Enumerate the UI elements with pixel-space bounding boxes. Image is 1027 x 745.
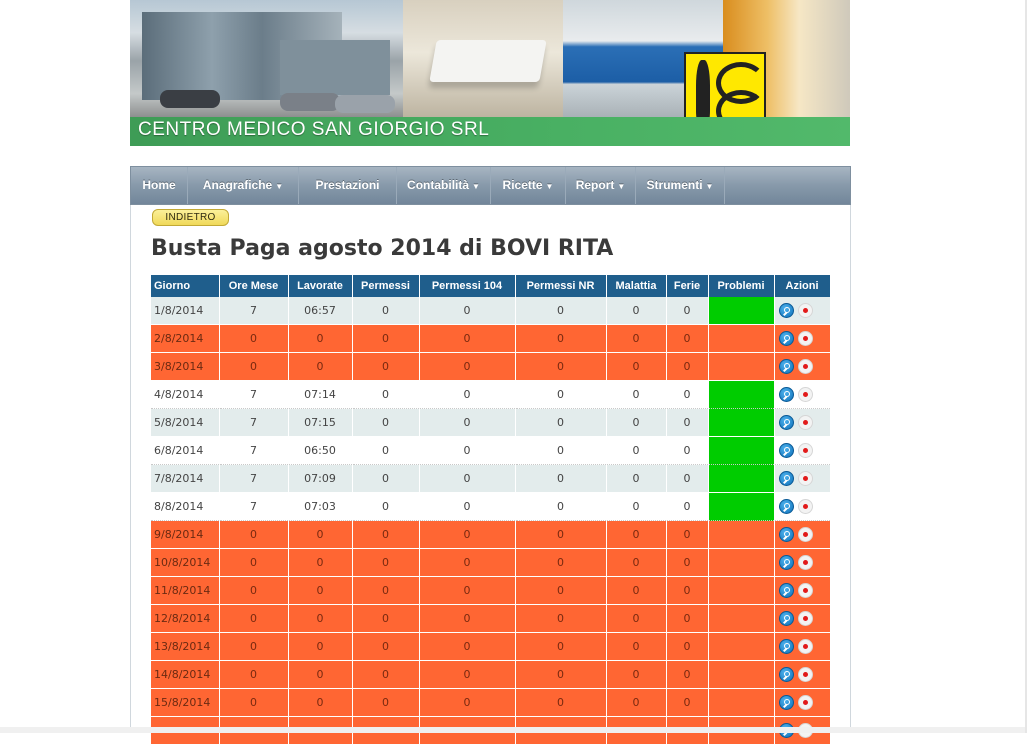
table-row — [151, 605, 830, 633]
cell-permessi: 0 — [352, 409, 419, 437]
cell-permessi: 0 — [352, 577, 419, 605]
cell-giorno: 1/8/2014 — [151, 297, 219, 325]
cell-permessi-104: 0 — [419, 493, 515, 521]
cell-ore-mese: 0 — [219, 325, 288, 353]
cell-lavorate: 07:09 — [288, 465, 352, 493]
cell-permessi-104: 0 — [419, 605, 515, 633]
cell-permessi-nr: 0 — [515, 577, 606, 605]
nav-item-home[interactable] — [131, 167, 188, 204]
cell-permessi-104: 0 — [419, 325, 515, 353]
cell-lavorate: 0 — [288, 689, 352, 717]
nav-item-label: Prestazioni — [315, 178, 380, 192]
column-header-giorno[interactable]: Giorno — [151, 275, 219, 297]
chevron-down-icon: ▼ — [705, 182, 714, 191]
delete-record-icon[interactable] — [798, 695, 813, 710]
cell-malattia: 0 — [606, 689, 666, 717]
cell-azioni — [774, 521, 830, 549]
view-detail-icon[interactable] — [779, 303, 794, 318]
payslip-table — [151, 275, 831, 745]
cell-permessi-nr: 0 — [515, 689, 606, 717]
cell-giorno: 6/8/2014 — [151, 437, 219, 465]
cell-permessi: 0 — [352, 437, 419, 465]
cell-permessi-nr: 0 — [515, 353, 606, 381]
column-header-permessi[interactable]: Permessi — [352, 275, 419, 297]
cell-ore-mese: 7 — [219, 465, 288, 493]
column-header-azioni: Azioni — [774, 275, 830, 297]
cell-permessi-104: 0 — [419, 381, 515, 409]
table-row — [151, 521, 830, 549]
cell-malattia: 0 — [606, 465, 666, 493]
cell-permessi-104: 0 — [419, 521, 515, 549]
cell-giorno: 5/8/2014 — [151, 409, 219, 437]
cell-giorno: 2/8/2014 — [151, 325, 219, 353]
view-detail-icon[interactable] — [779, 555, 794, 570]
cell-malattia: 0 — [606, 381, 666, 409]
cell-lavorate: 0 — [288, 633, 352, 661]
cell-lavorate: 0 — [288, 325, 352, 353]
column-header-permessi-nr[interactable]: Permessi NR — [515, 275, 606, 297]
table-row — [151, 549, 830, 577]
table-row — [151, 381, 830, 409]
cell-ferie: 0 — [666, 465, 708, 493]
cell-ore-mese: 0 — [219, 549, 288, 577]
delete-record-icon[interactable] — [798, 639, 813, 654]
cell-ferie: 0 — [666, 325, 708, 353]
cell-permessi-nr: 0 — [515, 549, 606, 577]
delete-record-icon[interactable] — [798, 471, 813, 486]
cell-permessi-104: 0 — [419, 577, 515, 605]
cell-azioni — [774, 325, 830, 353]
cell-permessi-nr: 0 — [515, 521, 606, 549]
cell-malattia: 0 — [606, 493, 666, 521]
delete-record-icon[interactable] — [798, 611, 813, 626]
treatment-room-photo — [403, 0, 563, 117]
cell-permessi: 0 — [352, 605, 419, 633]
cell-giorno: 11/8/2014 — [151, 577, 219, 605]
view-detail-icon[interactable] — [779, 359, 794, 374]
chevron-down-icon: ▼ — [275, 182, 284, 191]
cell-permessi-nr: 0 — [515, 633, 606, 661]
table-row — [151, 437, 830, 465]
cell-ferie: 0 — [666, 633, 708, 661]
cell-giorno: 15/8/2014 — [151, 689, 219, 717]
cell-problemi — [708, 353, 774, 381]
cell-ore-mese: 0 — [219, 577, 288, 605]
delete-record-icon[interactable] — [798, 667, 813, 682]
cell-permessi: 0 — [352, 381, 419, 409]
delete-record-icon[interactable] — [798, 527, 813, 542]
cell-permessi: 0 — [352, 661, 419, 689]
cell-ore-mese: 0 — [219, 689, 288, 717]
cell-problemi — [708, 521, 774, 549]
column-header-ferie[interactable]: Ferie — [666, 275, 708, 297]
table-row — [151, 325, 830, 353]
cell-lavorate: 07:03 — [288, 493, 352, 521]
view-detail-icon[interactable] — [779, 611, 794, 626]
nav-item-label: Strumenti — [646, 178, 703, 192]
cell-permessi-104: 0 — [419, 549, 515, 577]
cell-lavorate: 06:57 — [288, 297, 352, 325]
table-row — [151, 577, 830, 605]
cell-azioni — [774, 465, 830, 493]
cell-permessi-nr: 0 — [515, 297, 606, 325]
cell-problemi — [708, 409, 774, 437]
cell-azioni — [774, 437, 830, 465]
cell-ferie: 0 — [666, 521, 708, 549]
site-banner — [130, 0, 850, 146]
view-detail-icon[interactable] — [779, 331, 794, 346]
cell-ferie: 0 — [666, 493, 708, 521]
cell-ferie: 0 — [666, 661, 708, 689]
table-row — [151, 493, 830, 521]
nav-item-anagrafiche[interactable] — [188, 167, 299, 204]
cell-problemi — [708, 325, 774, 353]
chevron-down-icon: ▼ — [472, 182, 480, 191]
cell-giorno: 10/8/2014 — [151, 549, 219, 577]
back-button[interactable]: INDIETRO — [152, 209, 229, 226]
cell-ferie: 0 — [666, 297, 708, 325]
delete-record-icon[interactable] — [798, 303, 813, 318]
cell-malattia: 0 — [606, 549, 666, 577]
cell-permessi: 0 — [352, 297, 419, 325]
cell-malattia: 0 — [606, 409, 666, 437]
cell-ferie: 0 — [666, 577, 708, 605]
table-row — [151, 661, 830, 689]
cell-malattia: 0 — [606, 325, 666, 353]
cell-permessi-nr: 0 — [515, 493, 606, 521]
cell-lavorate: 06:50 — [288, 437, 352, 465]
cell-ferie: 0 — [666, 437, 708, 465]
cell-problemi — [708, 493, 774, 521]
cell-ferie: 0 — [666, 689, 708, 717]
chevron-down-icon: ▼ — [545, 182, 554, 191]
cell-azioni — [774, 493, 830, 521]
cell-problemi — [708, 605, 774, 633]
cell-permessi-104: 0 — [419, 633, 515, 661]
view-detail-icon[interactable] — [779, 667, 794, 682]
cell-permessi-104: 0 — [419, 465, 515, 493]
cell-ore-mese: 0 — [219, 521, 288, 549]
nav-item-contabilita[interactable] — [397, 167, 491, 204]
cell-permessi: 0 — [352, 633, 419, 661]
cell-lavorate: 0 — [288, 521, 352, 549]
delete-record-icon[interactable] — [798, 415, 813, 430]
column-header-malattia[interactable]: Malattia — [606, 275, 666, 297]
cell-ferie: 0 — [666, 549, 708, 577]
cell-permessi: 0 — [352, 465, 419, 493]
cell-malattia: 0 — [606, 437, 666, 465]
cell-giorno: 3/8/2014 — [151, 353, 219, 381]
table-row — [151, 409, 830, 437]
table-row — [151, 465, 830, 493]
cell-problemi — [708, 633, 774, 661]
banner-title: CENTRO MEDICO SAN GIORGIO SRL — [138, 119, 490, 140]
cell-lavorate: 0 — [288, 577, 352, 605]
view-detail-icon[interactable] — [779, 499, 794, 514]
cell-problemi — [708, 689, 774, 717]
cell-permessi: 0 — [352, 549, 419, 577]
cell-lavorate: 0 — [288, 605, 352, 633]
delete-record-icon[interactable] — [798, 499, 813, 514]
cell-azioni — [774, 577, 830, 605]
cell-lavorate: 07:15 — [288, 409, 352, 437]
cell-malattia: 0 — [606, 577, 666, 605]
cell-ferie: 0 — [666, 409, 708, 437]
cell-ferie: 0 — [666, 353, 708, 381]
cell-azioni — [774, 381, 830, 409]
main-nav — [130, 166, 851, 205]
cell-problemi — [708, 465, 774, 493]
cell-giorno: 14/8/2014 — [151, 661, 219, 689]
cell-ore-mese: 7 — [219, 297, 288, 325]
view-detail-icon[interactable] — [779, 471, 794, 486]
cell-giorno: 12/8/2014 — [151, 605, 219, 633]
view-detail-icon[interactable] — [779, 387, 794, 402]
cell-ore-mese: 0 — [219, 633, 288, 661]
cell-azioni — [774, 605, 830, 633]
cell-problemi — [708, 437, 774, 465]
cell-permessi-104: 0 — [419, 353, 515, 381]
cell-permessi-nr: 0 — [515, 381, 606, 409]
delete-record-icon[interactable] — [798, 583, 813, 598]
cell-malattia: 0 — [606, 661, 666, 689]
table-row — [151, 633, 830, 661]
cell-ore-mese: 7 — [219, 381, 288, 409]
cell-permessi-nr: 0 — [515, 465, 606, 493]
view-detail-icon[interactable] — [779, 443, 794, 458]
nav-item-label: Ricette — [502, 178, 543, 192]
cell-malattia: 0 — [606, 353, 666, 381]
cell-permessi-nr: 0 — [515, 605, 606, 633]
cell-permessi: 0 — [352, 689, 419, 717]
table-row — [151, 353, 830, 381]
cell-lavorate: 0 — [288, 661, 352, 689]
cell-ore-mese: 0 — [219, 353, 288, 381]
cell-ferie: 0 — [666, 381, 708, 409]
cell-lavorate: 07:14 — [288, 381, 352, 409]
view-detail-icon[interactable] — [779, 695, 794, 710]
nav-item-ricette[interactable] — [491, 167, 566, 204]
cell-permessi: 0 — [352, 521, 419, 549]
delete-record-icon[interactable] — [798, 387, 813, 402]
cell-malattia: 0 — [606, 297, 666, 325]
cell-problemi — [708, 297, 774, 325]
table-row — [151, 297, 830, 325]
chevron-down-icon: ▼ — [617, 182, 626, 191]
cell-permessi-104: 0 — [419, 689, 515, 717]
cell-problemi — [708, 381, 774, 409]
nav-item-report[interactable] — [566, 167, 636, 204]
cell-permessi-nr: 0 — [515, 437, 606, 465]
column-header-problemi[interactable]: Problemi — [708, 275, 774, 297]
cell-giorno: 9/8/2014 — [151, 521, 219, 549]
building-photo — [130, 0, 403, 117]
cell-permessi-104: 0 — [419, 437, 515, 465]
page-title: Busta Paga agosto 2014 di BOVI RITA — [151, 236, 614, 261]
cell-azioni — [774, 297, 830, 325]
column-header-permessi-104[interactable]: Permessi 104 — [419, 275, 515, 297]
cell-giorno: 8/8/2014 — [151, 493, 219, 521]
cell-ore-mese: 0 — [219, 661, 288, 689]
cell-permessi-104: 0 — [419, 297, 515, 325]
cell-azioni — [774, 689, 830, 717]
cell-problemi — [708, 661, 774, 689]
delete-record-icon[interactable] — [798, 443, 813, 458]
nav-item-prestazioni[interactable] — [299, 167, 397, 204]
nav-item-label: Report — [575, 178, 615, 192]
cell-permessi-104: 0 — [419, 661, 515, 689]
cell-ore-mese: 7 — [219, 493, 288, 521]
view-detail-icon[interactable] — [779, 527, 794, 542]
cell-lavorate: 0 — [288, 549, 352, 577]
nav-item-strumenti[interactable] — [636, 167, 725, 204]
cell-ore-mese: 7 — [219, 437, 288, 465]
cell-ferie: 0 — [666, 605, 708, 633]
delete-record-icon[interactable] — [798, 331, 813, 346]
column-header-ore-mese[interactable]: Ore Mese — [219, 275, 288, 297]
cell-problemi — [708, 577, 774, 605]
nav-item-label: Home — [142, 178, 176, 192]
cell-giorno: 13/8/2014 — [151, 633, 219, 661]
cell-ore-mese: 7 — [219, 409, 288, 437]
window-bottom-edge — [0, 727, 1025, 733]
cell-azioni — [774, 633, 830, 661]
cell-giorno: 7/8/2014 — [151, 465, 219, 493]
cell-problemi — [708, 549, 774, 577]
cell-azioni — [774, 549, 830, 577]
table-row — [151, 689, 830, 717]
cell-giorno: 4/8/2014 — [151, 381, 219, 409]
delete-record-icon[interactable] — [798, 359, 813, 374]
cell-permessi-nr: 0 — [515, 409, 606, 437]
nav-item-label: Contabilità — [407, 178, 470, 192]
cell-permessi: 0 — [352, 493, 419, 521]
cell-azioni — [774, 409, 830, 437]
cell-malattia: 0 — [606, 605, 666, 633]
cell-lavorate: 0 — [288, 353, 352, 381]
cell-permessi-104: 0 — [419, 409, 515, 437]
cell-permessi: 0 — [352, 353, 419, 381]
nav-item-label: Anagrafiche — [202, 178, 273, 192]
cell-malattia: 0 — [606, 633, 666, 661]
view-detail-icon[interactable] — [779, 415, 794, 430]
cell-permessi-nr: 0 — [515, 325, 606, 353]
cell-permessi-nr: 0 — [515, 661, 606, 689]
cell-permessi: 0 — [352, 325, 419, 353]
table-header-row — [151, 275, 830, 297]
cell-azioni — [774, 353, 830, 381]
cell-azioni — [774, 661, 830, 689]
cell-malattia: 0 — [606, 521, 666, 549]
delete-record-icon[interactable] — [798, 555, 813, 570]
view-detail-icon[interactable] — [779, 639, 794, 654]
cell-ore-mese: 0 — [219, 605, 288, 633]
view-detail-icon[interactable] — [779, 583, 794, 598]
column-header-lavorate[interactable]: Lavorate — [288, 275, 352, 297]
